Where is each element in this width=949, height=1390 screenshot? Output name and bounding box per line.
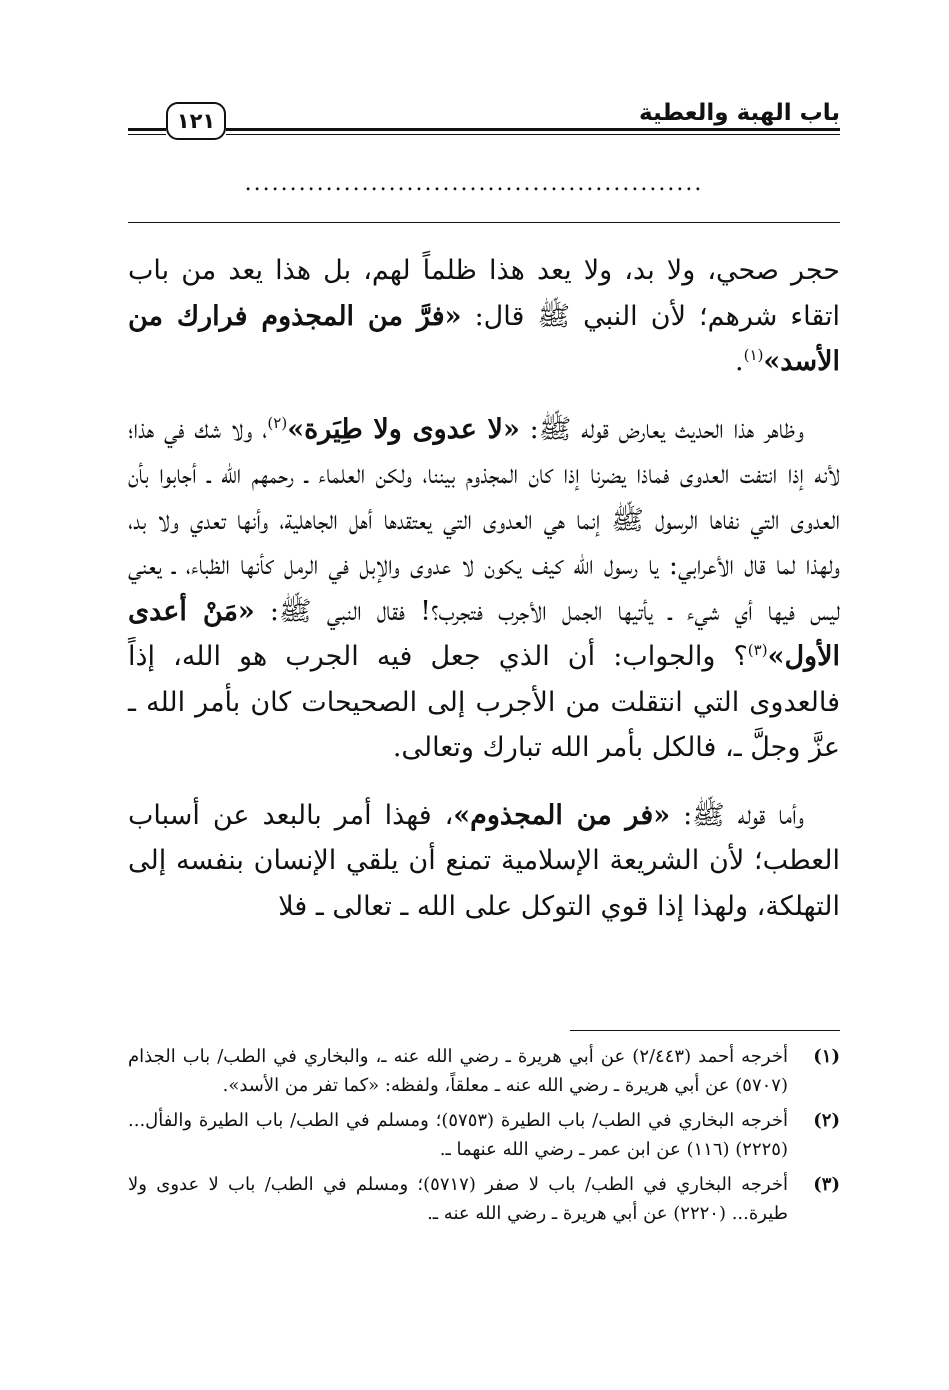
footnote-ref: (٢) — [267, 413, 288, 432]
footnote-text: أخرجه أحمد (٢/٤٤٣) عن أبي هريرة ـ رضي الله عنه ـ، والبخاري في الطب/ باب الجذام (٥٧٠٧) عن أبي هريرة ـ رضي الله عنه ـ معلقاً، ولفظه: «كما تفر من الأسد». — [128, 1046, 788, 1096]
paragraph-3 — [128, 793, 840, 930]
text-run: ، فهذا أمر بالبعد عن أسباب العطب؛ لأن الشريعة الإسلامية تمنع أن يلقي الإنسان بنفسه إلى التهلكة، ولهذا إذا قوي التوكل على الله ـ تعالى ـ فلا — [128, 799, 840, 922]
footnote-number: (٣) — [813, 1174, 840, 1195]
page-number: ١٢١ — [166, 102, 226, 140]
paragraph-1 — [128, 248, 840, 385]
footnote-ref: (١) — [743, 346, 764, 364]
footnote-number: (٢) — [813, 1110, 840, 1131]
footnotes — [128, 1042, 840, 1234]
footnote-text: أخرجه البخاري في الطب/ باب لا صفر (٥٧١٧)؛ ومسلم في الطب/ باب لا عدوى ولا طيرة... (٢٢٢٠) عن أبي هريرة ـ رضي الله عنه ـ. — [128, 1174, 788, 1224]
text-run: وأما قوله ﷺ: — [670, 799, 804, 831]
footnote-3 — [128, 1170, 840, 1228]
dotted-separator: ................................................... — [244, 174, 704, 194]
header-rule-thick-left — [128, 128, 166, 131]
page-header — [128, 92, 840, 152]
footnote-2 — [128, 1106, 840, 1164]
header-rule-thin — [226, 134, 840, 135]
hadith-quote: «لا عدوى ولا طِيَرة» — [287, 413, 520, 445]
hadith-quote: «فر من المجذوم» — [453, 799, 671, 831]
text-run: وظاهر هذا الحديث يعارض قوله ﷺ: — [519, 413, 804, 445]
footnote-ref: (٣) — [747, 641, 768, 659]
hadith-quote: «مَنْ أعدى الأول» — [128, 595, 840, 672]
footnote-separator — [570, 1030, 840, 1031]
hadith-quote: «فرَّ من المجذوم فرارك من الأسد» — [128, 300, 840, 377]
header-rule-thick — [226, 128, 840, 131]
main-text — [128, 248, 840, 929]
header-rule-thin-left — [128, 134, 166, 135]
text-run: ، ولا شك في هذا؛ لأنه إذا انتفت العدوى فماذا يضرنا إذا كان المجذوم بيننا، ولكن العلماء ـ رحمهم الله ـ أجابوا بأن العدوى التي نفاها الرسول ﷺ إنما هي العدوى التي يعتقدها أهل الجاهلية، وأنها تعدي ولا بد، ولهذا لما قال الأعرابي: يا رسول الله كيف يكون لا عدوى والإبل في الرمل كأنها الظباء، ـ يعني ليس فيها أي شيء ـ يأتيها الجمل الأجرب فتجرب؟! فقال النبي ﷺ: — [128, 413, 840, 627]
footnote-number: (١) — [813, 1046, 840, 1067]
footnote-1 — [128, 1042, 840, 1100]
top-separator-line — [128, 222, 840, 223]
text-run: حجر صحي، ولا بد، ولا يعد هذا ظلماً لهم، بل هذا يعد من باب اتقاء شرهم؛ لأن النبي ﷺ قال: — [128, 255, 840, 332]
footnote-text: أخرجه البخاري في الطب/ باب الطيرة (٥٧٥٣)؛ ومسلم في الطب/ باب الطيرة والفأل... (٢٢٢٥) (١١٦) عن ابن عمر ـ رضي الله عنهما ـ. — [128, 1110, 788, 1160]
text-run: . — [735, 346, 744, 377]
chapter-title: باب الهبة والعطية — [639, 100, 840, 126]
paragraph-2 — [128, 407, 840, 771]
text-run: ؟ والجواب: أن الذي جعل فيه الجرب هو الله، إذاً فالعدوى التي انتقلت من الأجرب إلى الصحيحات كان بأمر الله ـ عزَّ وجلَّ ـ، فالكل بأمر الله تبارك وتعالى. — [128, 641, 840, 763]
